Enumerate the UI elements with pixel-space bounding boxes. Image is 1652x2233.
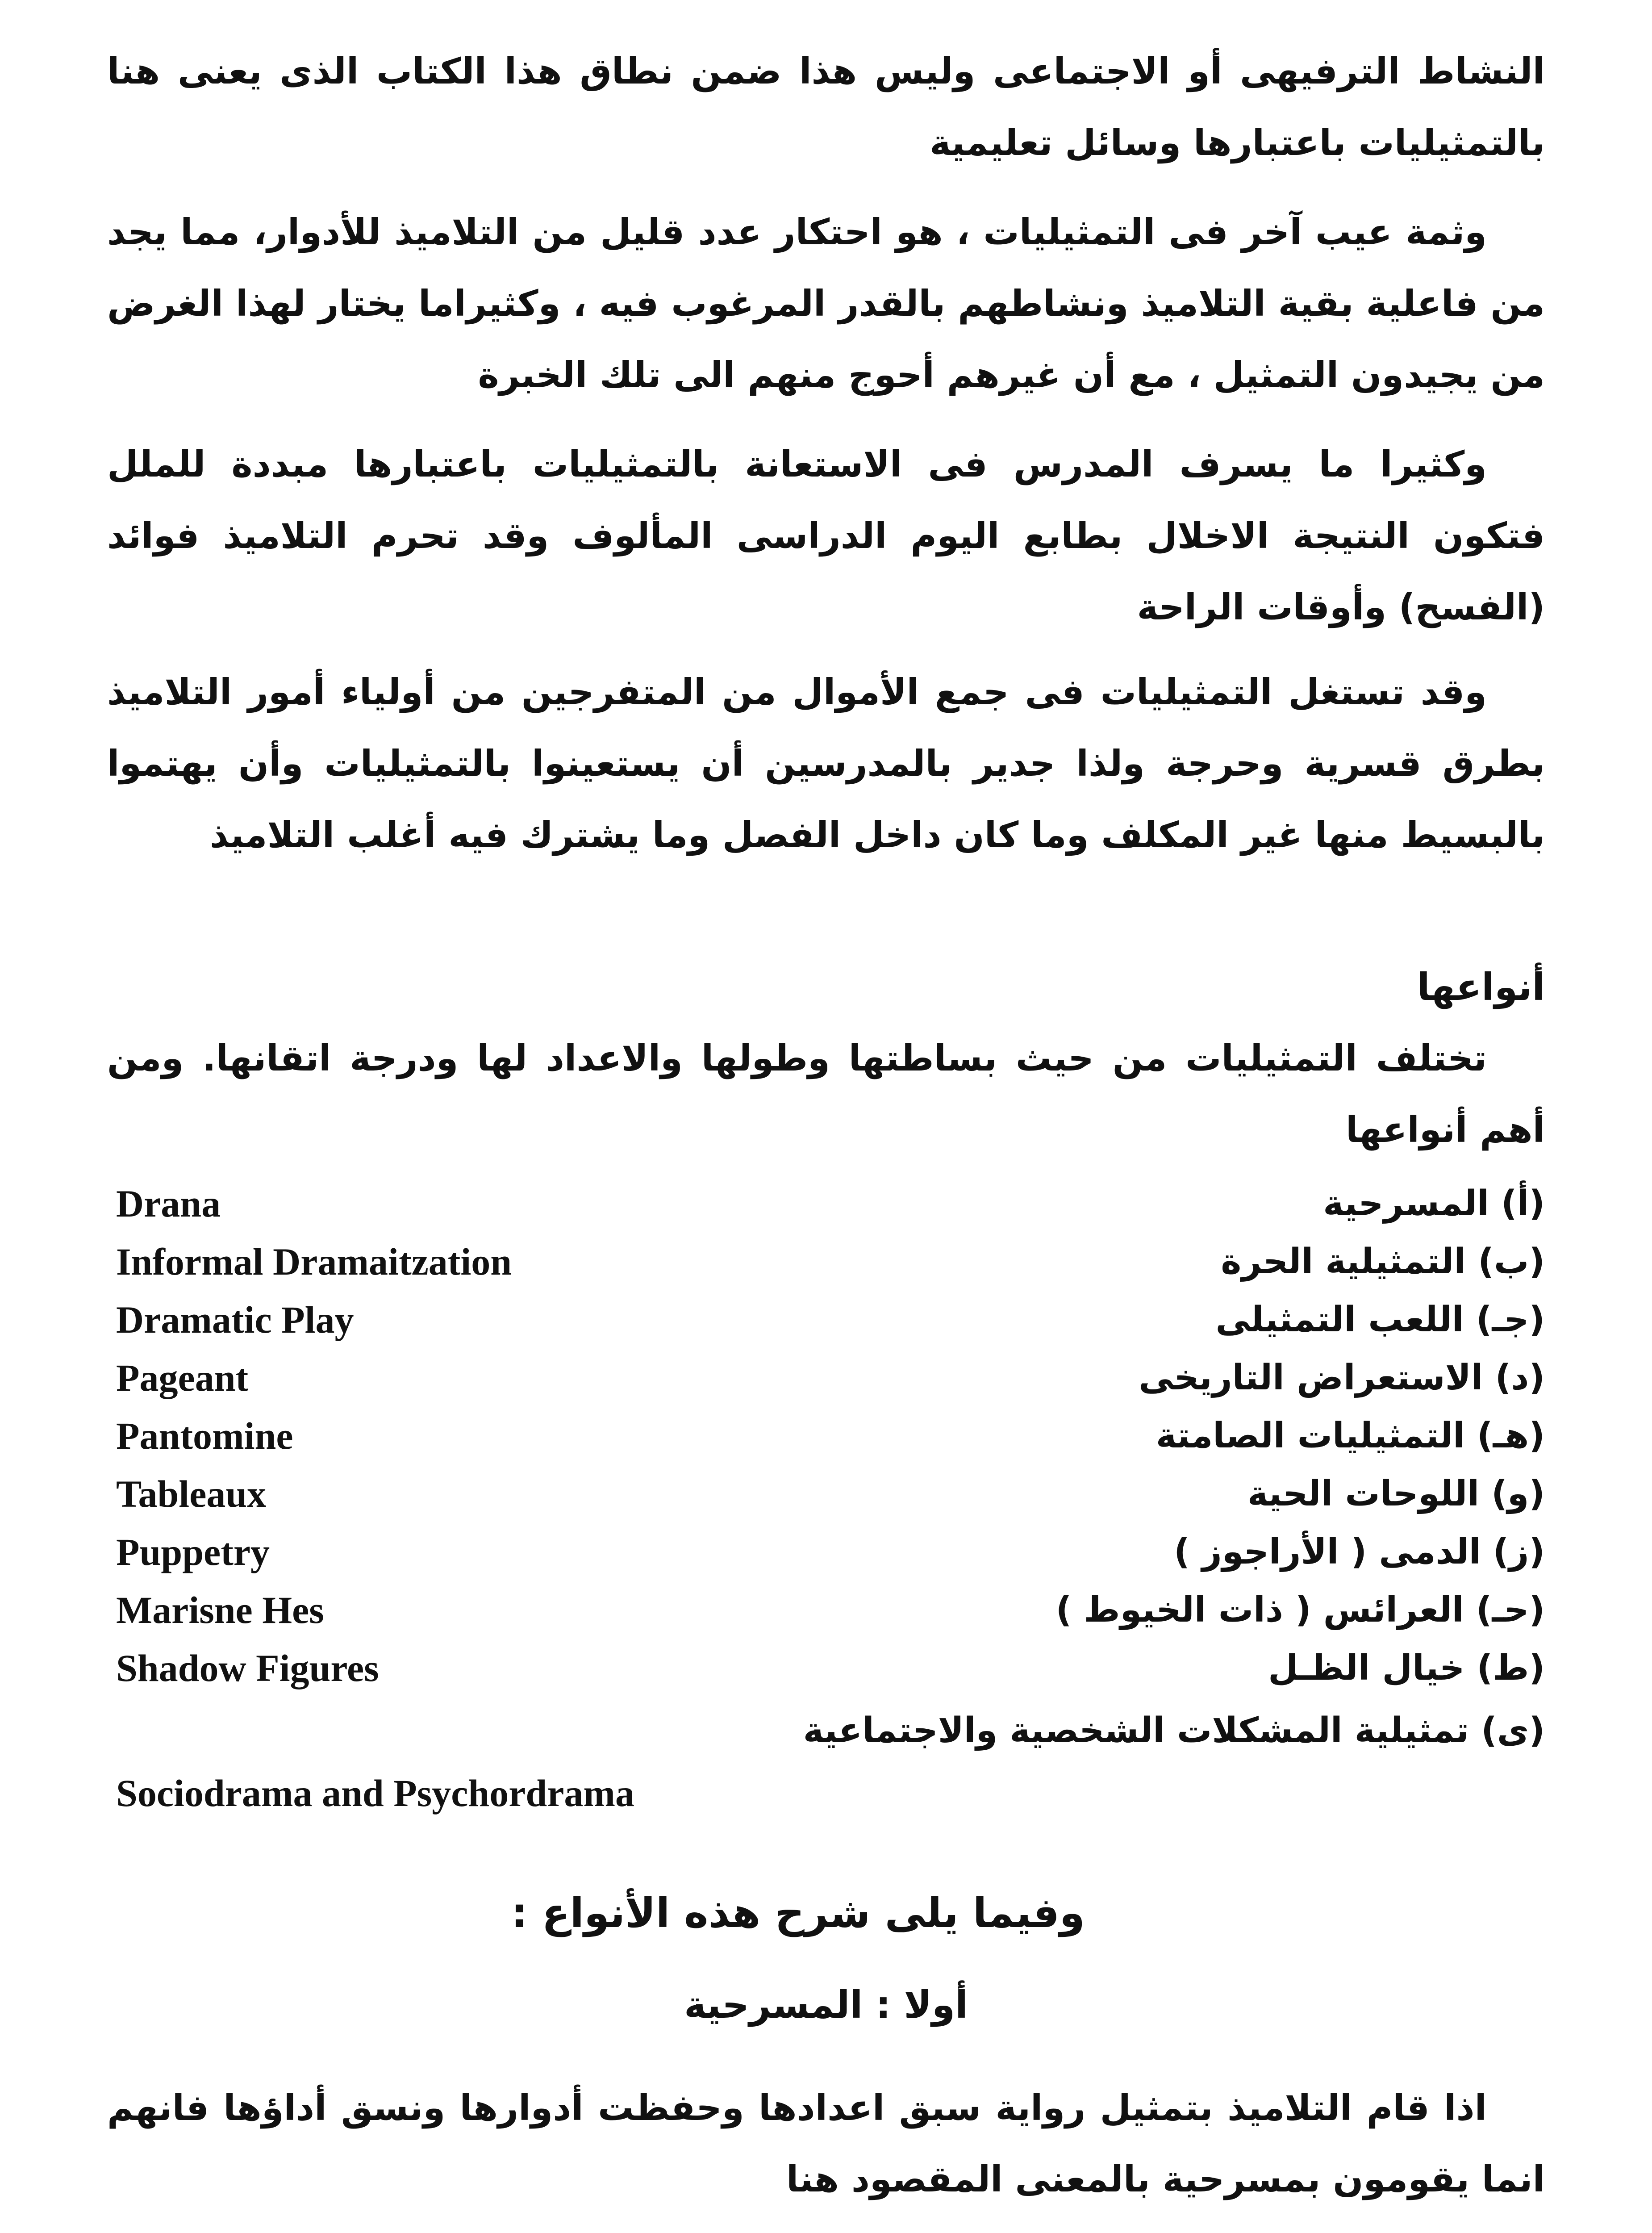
list-item-english: Puppetry <box>116 1530 270 1573</box>
list-item <box>107 1233 1545 1291</box>
paragraph-1: النشاط الترفيهى أو الاجتماعى وليس هذا ضمن نطاق هذا الكتاب الذى يعنى هنا بالتمثيليات باعتبارها وسائل تعليمية <box>107 50 1545 163</box>
list-item-english: Informal Dramaitzation <box>116 1240 512 1283</box>
list-item-arabic: (ب) التمثيلية الحرة <box>1221 1242 1545 1282</box>
explanation-intro: وفيما يلى شرح هذه الأنواع : <box>511 1889 1085 1937</box>
types-heading: أنواعها <box>1417 965 1545 1009</box>
list-item-arabic: (هـ) التمثيليات الصامتة <box>1156 1416 1545 1456</box>
list-item-english: Dramatic Play <box>116 1298 354 1341</box>
list-item-arabic: (جـ) اللعب التمثيلى <box>1215 1300 1545 1340</box>
list-item-arabic: (ز) الدمى ( الأراجوز ) <box>1174 1532 1545 1572</box>
list-item <box>107 1639 1545 1697</box>
list-item-english: Pantomine <box>116 1414 293 1457</box>
list-item-arabic: (د) الاستعراض التاريخى <box>1139 1358 1545 1398</box>
paragraph-3: وكثيرا ما يسرف المدرس فى الاستعانة بالتمثيليات باعتبارها مبددة للملل فتكون النتيجة الاخلال بطابع اليوم الدراسى المألوف وقد تحرم التلاميذ فوائد (الفسح) وأوقات الراحة <box>107 443 1545 628</box>
list-item <box>107 1291 1545 1349</box>
list-item-arabic: (حـ) العرائس ( ذات الخيوط ) <box>1055 1590 1545 1630</box>
list-item-arabic: (ط) خيال الظـل <box>1268 1648 1545 1688</box>
list-item-english: Marisne Hes <box>116 1589 324 1631</box>
list-item-arabic: (أ) المسرحية <box>1323 1183 1545 1224</box>
list-item <box>107 1523 1545 1581</box>
types-intro: تختلف التمثيليات من حيث بساطتها وطولها والاعداد لها ودرجة اتقانها. ومن أهم أنواعها <box>107 1037 1545 1150</box>
list-item <box>107 1407 1545 1465</box>
list-item-english: Drana <box>116 1182 221 1225</box>
list-item-english: Sociodrama and Psychordrama <box>116 1772 634 1815</box>
list-item <box>107 1581 1545 1639</box>
list-item-arabic: (و) اللوحات الحية <box>1247 1474 1545 1514</box>
list-item <box>107 1702 1545 1760</box>
paragraph-5: اذا قام التلاميذ بتمثيل رواية سبق اعدادها وحفظت أدوارها ونسق أداؤها فانهم انما يقومون بمسرحية بالمعنى المقصود هنا <box>107 2087 1545 2200</box>
list-item <box>107 1175 1545 1233</box>
list-item-english: Tableaux <box>116 1472 267 1515</box>
list-item-english: Shadow Figures <box>116 1647 379 1689</box>
list-item-english: Pageant <box>116 1356 249 1399</box>
section-title: أولا : المسرحية <box>684 1983 968 2027</box>
list-item <box>107 1349 1545 1407</box>
paragraph-2: وثمة عيب آخر فى التمثيليات ، هو احتكار عدد قليل من التلاميذ للأدوار، مما يجد من فاعلية بقية التلاميذ ونشاطهم بالقدر المرغوب فيه ، وكثيراما يختار لهذا الغرض من يجيدون التمثيل ، مع أن غيرهم أحوج منهم الى تلك الخبرة <box>107 211 1545 396</box>
paragraph-4: وقد تستغل التمثيليات فى جمع الأموال من المتفرجين من أولياء أمور التلاميذ بطرق قسرية وحرجة ولذا جدير بالمدرسين أن يستعينوا بالتمثيليات وأن يهتموا بالبسيط منها غير المكلف وما كان داخل الفصل وما يشترك فيه أغلب التلاميذ <box>107 671 1545 856</box>
list-item-arabic: (ى) تمثيلية المشكلات الشخصية والاجتماعية <box>803 1710 1545 1751</box>
list-item <box>107 1465 1545 1523</box>
